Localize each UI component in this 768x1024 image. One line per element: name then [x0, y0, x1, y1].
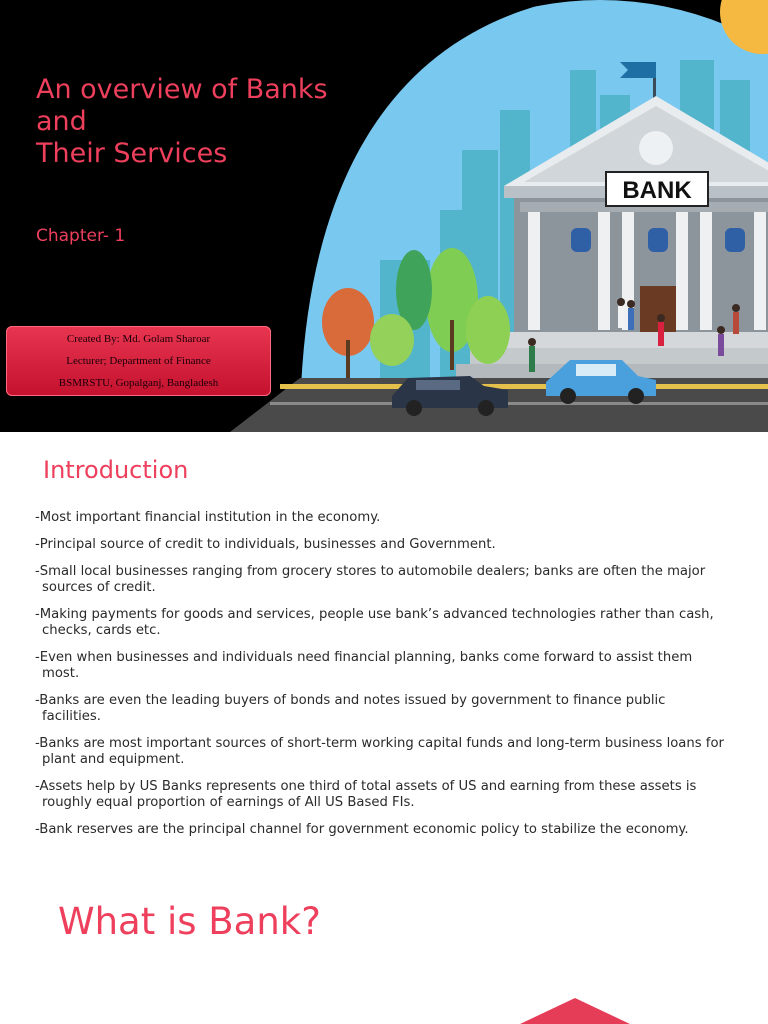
- chapter-label: Chapter- 1: [36, 226, 126, 246]
- list-item: -Small local businesses ranging from grocery stores to automobile dealers; banks are often the major sources of credit.: [35, 564, 706, 595]
- title-line-2: Their Services: [36, 138, 228, 169]
- list-item: -Banks are even the leading buyers of bonds and notes issued by government to finance public facilities.: [35, 693, 666, 724]
- title-slide: [0, 0, 768, 432]
- bank-sign: BANK: [622, 177, 692, 204]
- credit-author: Created By: Md. Golam Sharoar: [66, 333, 211, 345]
- list-item: -Making payments for goods and services, people use bank’s advanced technologies rather than cash, checks, cards etc.: [35, 607, 714, 638]
- list-item: -Most important financial institution in the economy.: [35, 510, 381, 525]
- list-item: -Principal source of credit to individuals, businesses and Government.: [35, 537, 496, 552]
- credits-badge: [6, 326, 271, 396]
- introduction-list: [35, 510, 725, 849]
- decorative-triangle: [520, 998, 630, 1024]
- what-is-bank-heading: What is Bank?: [58, 900, 321, 943]
- slide-title: [36, 74, 366, 170]
- list-item: -Assets help by US Banks represents one third of total assets of US and earning from these assets is roughly equal proportion of earnings of All US Based FIs.: [35, 779, 697, 810]
- list-item: -Even when businesses and individuals need financial planning, banks come forward to assist them most.: [35, 650, 693, 681]
- list-item: -Banks are most important sources of short-term working capital funds and long-term business loans for plant and equipment.: [35, 736, 724, 767]
- credit-position: Lecturer; Department of Finance: [66, 355, 211, 367]
- introduction-slide: [0, 432, 768, 864]
- list-item: -Bank reserves are the principal channel for government economic policy to stabilize the economy.: [35, 822, 689, 837]
- title-line-1: An overview of Banks and: [36, 74, 328, 137]
- what-is-bank-slide: [0, 864, 768, 1024]
- credit-institution: BSMRSTU, Gopalganj, Bangladesh: [58, 377, 219, 389]
- introduction-heading: Introduction: [43, 456, 189, 484]
